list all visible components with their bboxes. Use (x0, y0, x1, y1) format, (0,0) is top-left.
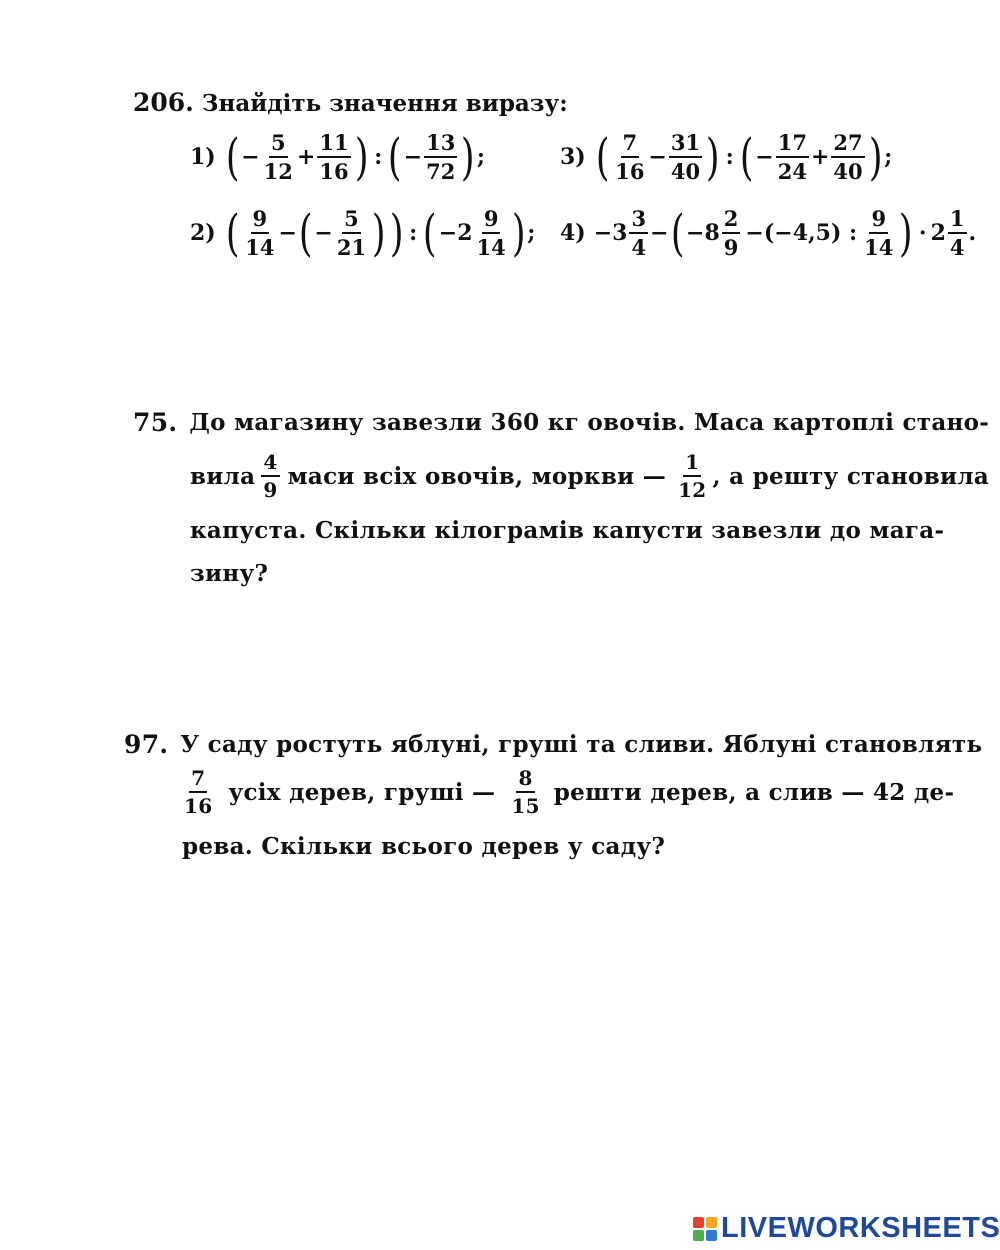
fraction: $\frac{17}{24}$ (777, 130, 807, 184)
close-paren: ) (354, 128, 369, 186)
fraction: $\frac{9}{14}$ (245, 206, 275, 260)
problem-number: 206. (133, 88, 194, 117)
problem-text: , а решту становила (712, 462, 990, 490)
fraction: $\frac{27}{40}$ (833, 130, 863, 184)
fraction: $\frac{8}{15}$ (511, 766, 540, 818)
problem-heading: Знайдіть значення виразу: (201, 90, 568, 117)
plus-sign: + (296, 144, 316, 170)
whole-part: −3 (593, 220, 628, 246)
problem-97-line-1 (124, 730, 982, 759)
fraction: $\frac{11}{16}$ (319, 130, 349, 184)
problem-206-title (133, 88, 568, 117)
problem-number: 75. (133, 408, 178, 437)
fraction: $\frac{13}{72}$ (426, 130, 456, 184)
fraction: $\frac{4}{9}$ (263, 450, 278, 502)
problem-97-line-3 (182, 833, 665, 860)
logo-mark-icon (693, 1217, 717, 1241)
problem-text: зину? (190, 560, 269, 587)
expression-1 (190, 128, 486, 186)
liveworksheets-logo (693, 1212, 1000, 1245)
problem-text: решти дерев, а слив — 42 де- (553, 778, 955, 806)
fraction: $\frac{5}{21}$ (336, 206, 367, 260)
multiply-sign: · (918, 220, 927, 246)
minus-sign: − (241, 144, 260, 170)
minus-sign: − (648, 144, 667, 170)
close-paren: ) (511, 204, 526, 262)
divide-sign: : (374, 144, 383, 170)
problem-75-line-4 (190, 560, 268, 587)
problem-text: вила (190, 462, 256, 490)
expression-end: ; (527, 220, 536, 246)
problem-75-line-2 (190, 452, 989, 500)
expression-label: 3) (560, 144, 586, 170)
close-paren: ) (706, 128, 720, 186)
close-paren: ) (461, 128, 475, 186)
fraction: $\frac{1}{4}$ (949, 206, 965, 260)
minus-sign: − (438, 220, 458, 246)
expression-end: . (968, 220, 977, 246)
fraction: $\frac{1}{12}$ (678, 450, 707, 502)
logo-square (706, 1217, 717, 1228)
logo-square (706, 1230, 717, 1241)
whole-part: −8 (686, 220, 720, 246)
minus-sign: − (650, 220, 669, 246)
fraction: $\frac{3}{4}$ (631, 206, 647, 260)
problem-text: усіх дерев, груші — (228, 778, 496, 806)
expression-label: 1) (190, 144, 216, 170)
problem-text: У саду ростуть яблуні, груші та сливи. Яблуні становлять (180, 731, 983, 758)
problem-number: 97. (124, 730, 169, 759)
problem-75-line-3 (190, 517, 944, 544)
open-paren: ( (225, 128, 240, 186)
expression-2 (190, 204, 536, 262)
divide-sign: : (409, 220, 418, 246)
problem-97-line-2 (182, 768, 954, 816)
logo-square (693, 1217, 704, 1228)
open-paren: ( (595, 128, 610, 186)
expression-end: ; (884, 144, 893, 170)
open-paren: ( (388, 128, 402, 186)
close-paren: ) (899, 204, 913, 262)
logo-square (693, 1230, 704, 1241)
minus-sign: − (755, 144, 774, 170)
expression-label: 4) (560, 220, 586, 246)
fraction: $\frac{7}{16}$ (615, 130, 645, 184)
expression-label: 2) (190, 220, 216, 246)
close-paren: ) (868, 128, 883, 186)
problem-text: капуста. Скільки кілограмів капусти завезли до мага- (190, 517, 945, 544)
problem-text: маси всіх овочів, моркви — (287, 462, 667, 490)
close-paren: ) (372, 204, 386, 262)
open-paren: ( (670, 204, 685, 262)
logo-text: LIVEWORKSHEETS (721, 1212, 1000, 1244)
expression-4 (560, 204, 977, 262)
problem-75-line-1 (133, 408, 989, 437)
fraction: $\frac{5}{12}$ (263, 130, 293, 184)
minus-sign: − (314, 220, 333, 246)
minus-sign: − (278, 220, 297, 246)
fraction: $\frac{9}{14}$ (476, 206, 506, 260)
whole-part: 2 (930, 220, 946, 246)
open-paren: ( (298, 204, 313, 262)
close-paren: ) (389, 204, 404, 262)
divide-sign: : (725, 144, 734, 170)
expression-3 (560, 128, 893, 186)
open-paren: ( (225, 204, 240, 262)
open-paren: ( (423, 204, 437, 262)
problem-text: рева. Скільки всього дерев у саду? (182, 833, 666, 860)
fraction: $\frac{7}{16}$ (184, 766, 213, 818)
expression-end: ; (476, 144, 486, 170)
middle-term: −(−4,5) : (745, 220, 858, 246)
fraction: $\frac{9}{14}$ (864, 206, 894, 260)
problem-text: До магазину завезли 360 кг овочів. Маса картоплі стано- (189, 409, 990, 436)
whole-part: 2 (457, 220, 473, 246)
minus-sign: − (403, 144, 423, 170)
fraction: $\frac{2}{9}$ (723, 206, 739, 260)
open-paren: ( (739, 128, 754, 186)
plus-sign: + (810, 144, 830, 170)
fraction: $\frac{31}{40}$ (670, 130, 701, 184)
